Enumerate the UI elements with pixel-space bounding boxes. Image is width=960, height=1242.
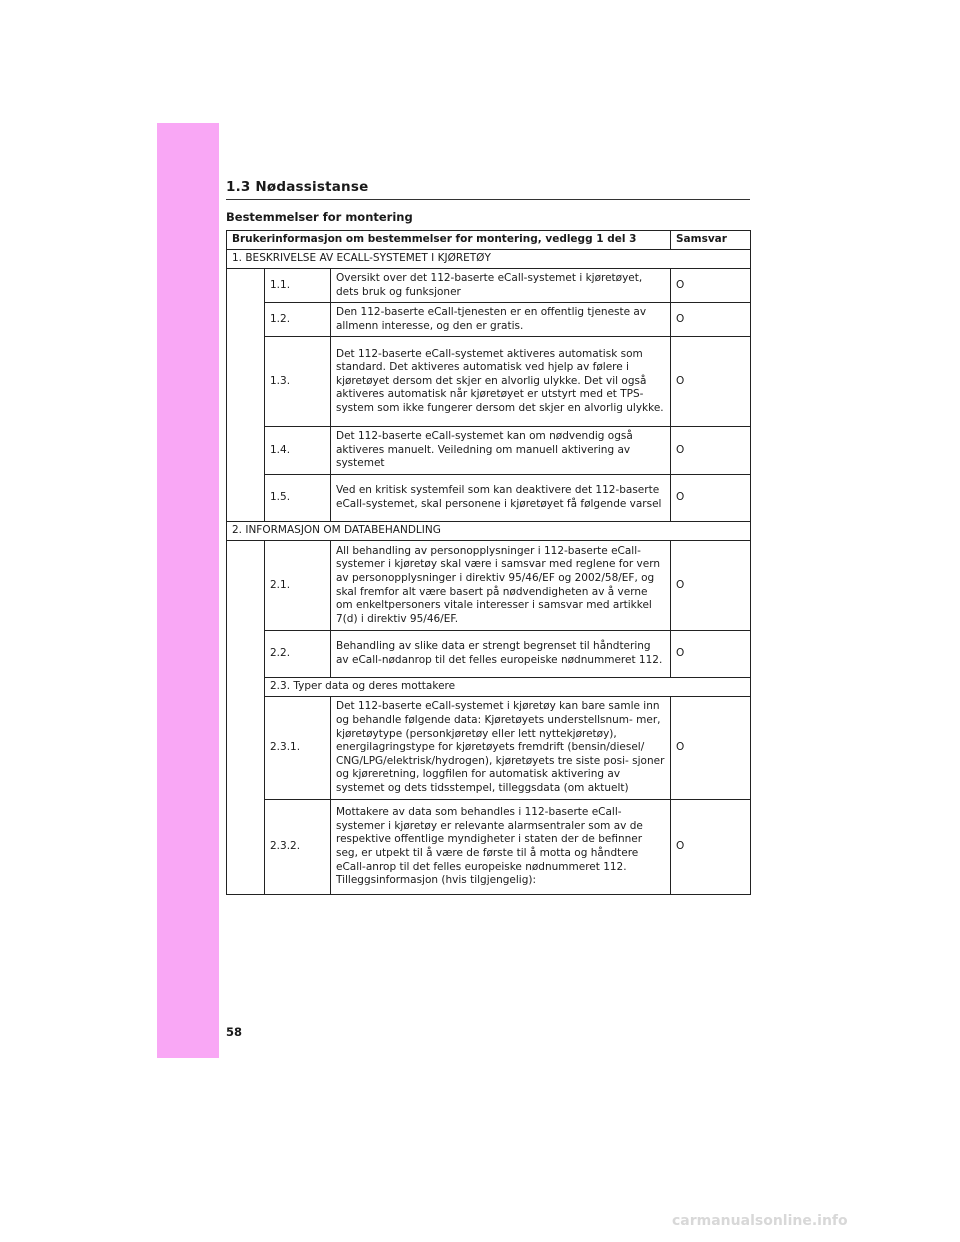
regulations-table xyxy=(226,230,751,895)
item-text: Ved en kritisk systemfeil som kan deaktivere det 112-baserte eCall-systemet, skal personene i kjøretøyet få følgende varsel xyxy=(331,475,671,522)
item-number: 2.1. xyxy=(265,541,331,631)
title-divider xyxy=(226,199,750,200)
indent-cell xyxy=(227,541,265,895)
table-row xyxy=(227,541,751,631)
table-row xyxy=(227,697,751,800)
item-compliance: O xyxy=(671,303,751,337)
item-number: 1.2. xyxy=(265,303,331,337)
item-text: Det 112-baserte eCall-systemet kan om nødvendig også aktiveres manuelt. Veiledning om manuell aktivering av systemet xyxy=(331,427,671,475)
item-number: 1.4. xyxy=(265,427,331,475)
table-header-compliance: Samsvar xyxy=(671,231,751,250)
item-number: 1.5. xyxy=(265,475,331,522)
table-row xyxy=(227,427,751,475)
table-row xyxy=(227,337,751,427)
item-number: 2.2. xyxy=(265,631,331,678)
item-text: Det 112-baserte eCall-systemet aktiveres automatisk som standard. Det aktiveres automatisk ved hjelp av følere i kjøretøyet dersom det skjer en alvorlig ulykke. Det vil også aktiveres automatisk når kjøretøyet er utstyrt med et TPS-system som ikke fungerer dersom det skjer en alvorlig ulykke. xyxy=(331,337,671,427)
section-title: 1.3 Nødassistanse xyxy=(226,179,369,195)
table-row xyxy=(227,269,751,303)
item-number: 2.3.2. xyxy=(265,800,331,895)
item-compliance: O xyxy=(671,631,751,678)
page-number: 58 xyxy=(226,1025,243,1039)
table-header-title: Brukerinformasjon om bestemmelser for montering, vedlegg 1 del 3 xyxy=(227,231,671,250)
table-row xyxy=(227,303,751,337)
item-text: Den 112-baserte eCall-tjenesten er en offentlig tjeneste av allmenn interesse, og den er gratis. xyxy=(331,303,671,337)
section-row xyxy=(227,250,751,269)
item-compliance: O xyxy=(671,541,751,631)
item-compliance: O xyxy=(671,800,751,895)
side-color-band xyxy=(157,123,219,1058)
watermark-text: carmanualsonline.info xyxy=(672,1213,848,1229)
item-compliance: O xyxy=(671,427,751,475)
section-title-cell: 2. INFORMASJON OM DATABEHANDLING xyxy=(227,522,751,541)
item-number: 1.3. xyxy=(265,337,331,427)
item-number: 1.1. xyxy=(265,269,331,303)
item-compliance: O xyxy=(671,697,751,800)
item-compliance: O xyxy=(671,337,751,427)
section-title-cell: 1. BESKRIVELSE AV ECALL-SYSTEMET I KJØRETØY xyxy=(227,250,751,269)
item-number: 2.3.1. xyxy=(265,697,331,800)
table-row xyxy=(227,800,751,895)
item-text: Behandling av slike data er strengt begrenset til håndtering av eCall-nødanrop til det felles europeiske nødnummeret 112. xyxy=(331,631,671,678)
item-compliance: O xyxy=(671,475,751,522)
item-compliance: O xyxy=(671,269,751,303)
item-text: Mottakere av data som behandles i 112-baserte eCall-systemer i kjøretøy er relevante alarmsentraler som av de respektive offentlige myndigheter i staten der de befinner seg, er utpekt til å være de første til å motta og håndtere eCall-anrop til det felles europeiske nødnummeret 112. Tilleggsinformasjon (hvis tilgjengelig): xyxy=(331,800,671,895)
section-row xyxy=(227,522,751,541)
indent-cell xyxy=(227,269,265,522)
table-header-row xyxy=(227,231,751,250)
item-text: All behandling av personopplysninger i 112-baserte eCall-systemer i kjøretøy skal være i samsvar med reglene for vern av personopplysninger i direktiv 95/46/EF og 2002/58/EF, og skal fremfor alt være basert på nødvendigheten av å verne om enkeltpersoners vitale interesser i samsvar med artikkel 7(d) i direktiv 95/46/EF. xyxy=(331,541,671,631)
item-text: Oversikt over det 112-baserte eCall-systemet i kjøretøyet, dets bruk og funksjoner xyxy=(331,269,671,303)
table-row xyxy=(227,475,751,522)
item-text: Det 112-baserte eCall-systemet i kjøretøy kan bare samle inn og behandle følgende data: Kjøretøyets understellsnum- mer, kjøretøytype (personkjøretøy eller lett nyttekjøretøy), energilagringstype for kjøretøyets fremdrift (bensin/diesel/ CNG/LPG/elektrisk/hydrogen), kjøretøyets tre siste posi- sjoner og kjøreretning, loggfilen for automatisk aktivering av systemet og dets tidsstempel, tilleggsdata (om aktuelt) xyxy=(331,697,671,800)
table-row xyxy=(227,631,751,678)
subsection-row xyxy=(227,678,751,697)
subheading: Bestemmelser for montering xyxy=(226,210,413,224)
subsection-title-cell: 2.3. Typer data og deres mottakere xyxy=(265,678,751,697)
